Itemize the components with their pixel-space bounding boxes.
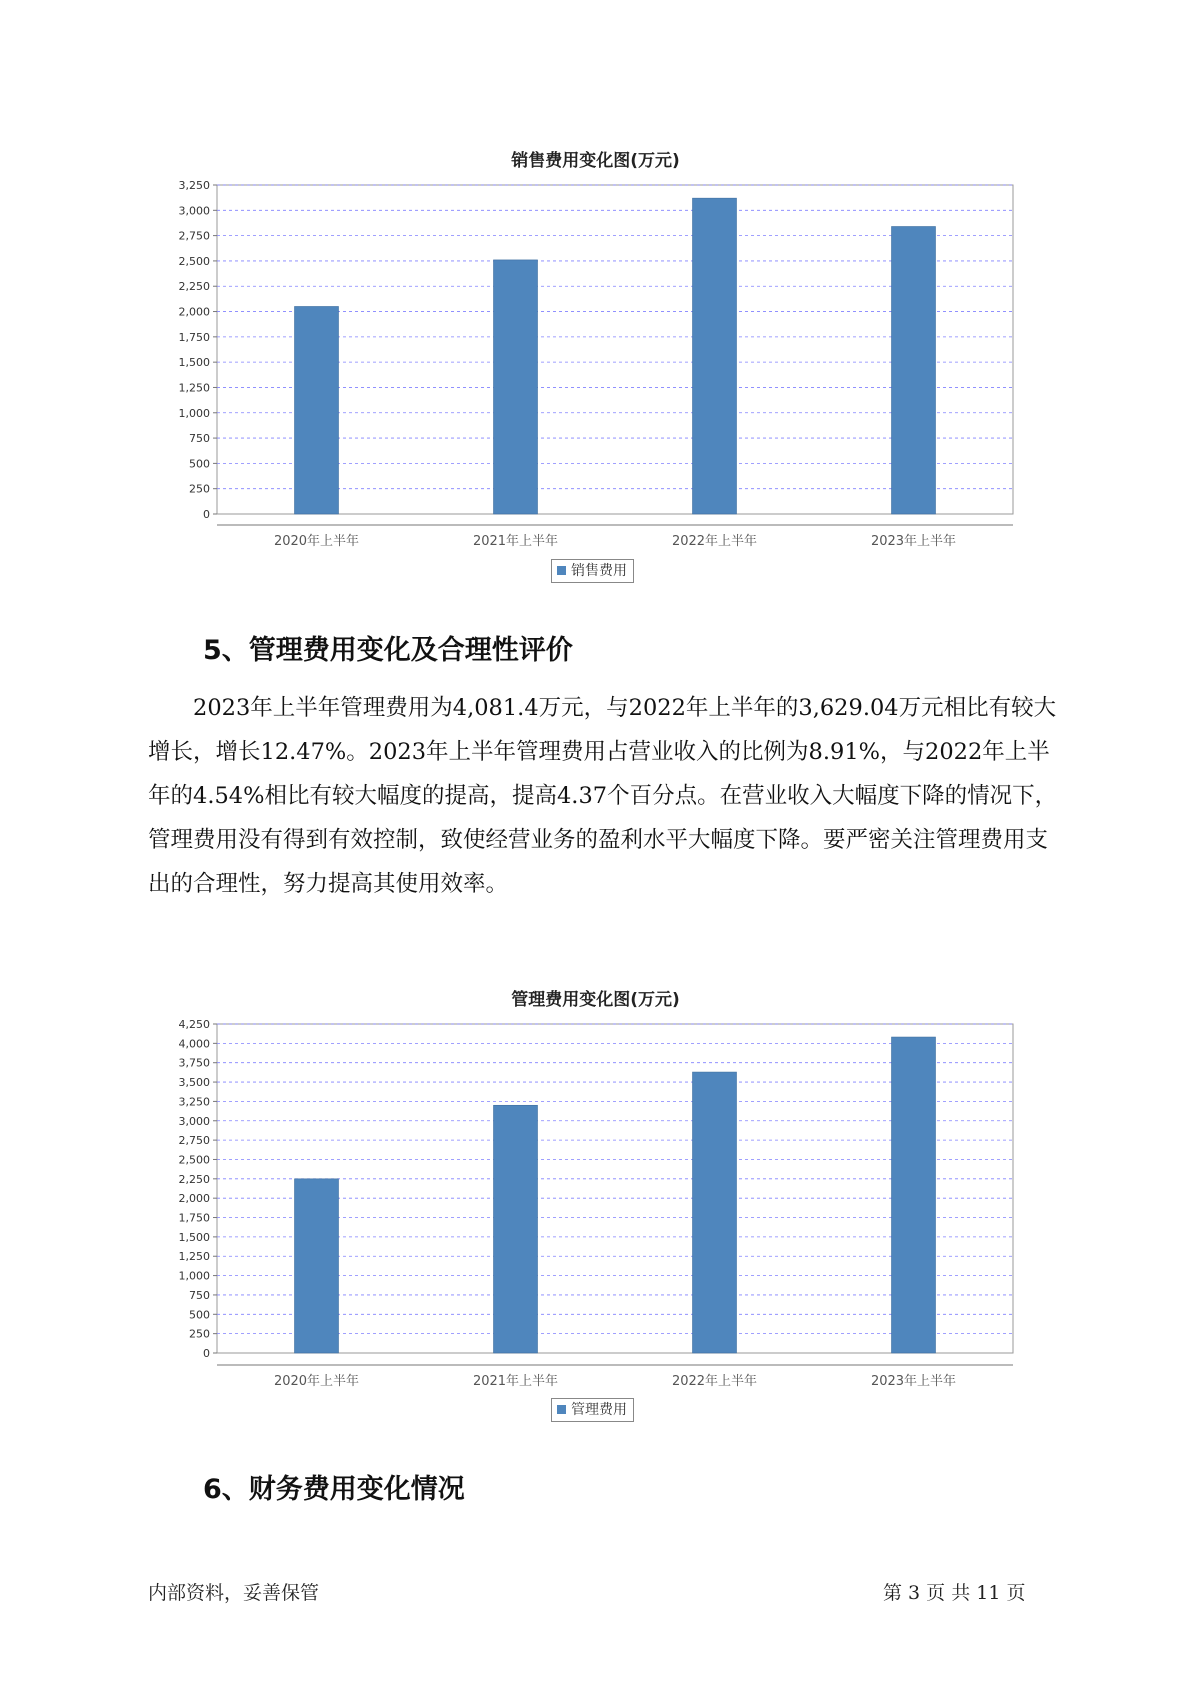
x-tick-label: 2023年上半年 [870, 534, 957, 549]
y-tick-label: 3,250 [178, 179, 210, 192]
y-tick-label: 3,500 [178, 1076, 210, 1090]
y-tick-label: 1,000 [178, 1269, 210, 1283]
y-tick-label: 2,250 [178, 1172, 210, 1186]
y-tick-label: 2,500 [178, 254, 210, 268]
section-heading-5: 5、管理费用变化及合理性评价 [203, 635, 573, 666]
bar [892, 1037, 936, 1353]
chart-title-sales: 销售费用变化图(万元) [511, 151, 680, 171]
y-tick-label: 1,500 [178, 356, 210, 370]
x-tick-label: 2021年上半年 [472, 1374, 559, 1389]
y-tick-label: 2,000 [178, 1192, 210, 1206]
chart-title-admin: 管理费用变化图(万元) [511, 990, 680, 1010]
y-tick-label: 3,000 [178, 204, 210, 218]
x-tick-label: 2023年上半年 [870, 1374, 957, 1389]
footer-page-number: 第 3 页 共 11 页 [883, 1582, 1026, 1604]
y-tick-label: 2,250 [178, 280, 210, 294]
y-tick-label: 1,250 [178, 381, 210, 395]
y-tick-label: 1,000 [178, 406, 210, 420]
y-tick-label: 250 [189, 1327, 210, 1341]
y-tick-label: 2,750 [178, 1134, 210, 1148]
y-tick-label: 3,000 [178, 1114, 210, 1128]
y-tick-label: 1,750 [178, 330, 210, 344]
x-tick-label: 2021年上半年 [472, 534, 559, 549]
y-tick-label: 0 [203, 1347, 210, 1360]
paragraph-text: 2023年上半年管理费用为4,081.4万元，与2022年上半年的3,629.04万元相比有较大增长，增长12.47%。2023年上半年管理费用占营业收入的比例为8.91%，与2022年上半年的4.54%相比有较大幅度的提高，提高4.37个百分点。在营业收入大幅度下降的情况下，管理费用没有得到有效控制，致使经营业务的盈利水平大幅度下降。要严密关注管理费用支出的合理性，努力提高其使用效率。 [148, 695, 1058, 897]
section-heading-6: 6、财务费用变化情况 [203, 1474, 465, 1505]
y-tick-label: 250 [189, 482, 210, 496]
legend-label-admin: 管理费用 [571, 1402, 627, 1418]
x-tick-label: 2022年上半年 [671, 1374, 758, 1389]
y-tick-label: 4,000 [178, 1037, 210, 1051]
y-tick-label: 2,000 [178, 305, 210, 319]
x-tick-label: 2020年上半年 [273, 1374, 360, 1389]
legend-admin [551, 1398, 634, 1422]
y-tick-label: 4,250 [178, 1018, 210, 1031]
y-tick-label: 750 [189, 1288, 210, 1302]
x-tick-label: 2020年上半年 [273, 534, 360, 549]
y-tick-label: 1,500 [178, 1230, 210, 1244]
legend-label-sales: 销售费用 [571, 563, 627, 579]
y-tick-label: 2,500 [178, 1153, 210, 1167]
y-tick-label: 500 [189, 457, 210, 471]
bar [295, 1179, 339, 1353]
bar [693, 1072, 737, 1353]
footer-left: 内部资料，妥善保管 [148, 1582, 320, 1604]
bar [494, 1105, 538, 1353]
y-tick-label: 3,250 [178, 1095, 210, 1109]
y-tick-label: 3,750 [178, 1056, 210, 1070]
y-tick-label: 0 [203, 508, 210, 521]
y-tick-label: 750 [189, 432, 210, 446]
x-tick-label: 2022年上半年 [671, 534, 758, 549]
y-tick-label: 1,250 [178, 1250, 210, 1264]
legend-swatch [557, 1405, 566, 1414]
y-tick-label: 500 [189, 1308, 210, 1322]
y-tick-label: 2,750 [178, 229, 210, 243]
y-tick-label: 1,750 [178, 1211, 210, 1225]
